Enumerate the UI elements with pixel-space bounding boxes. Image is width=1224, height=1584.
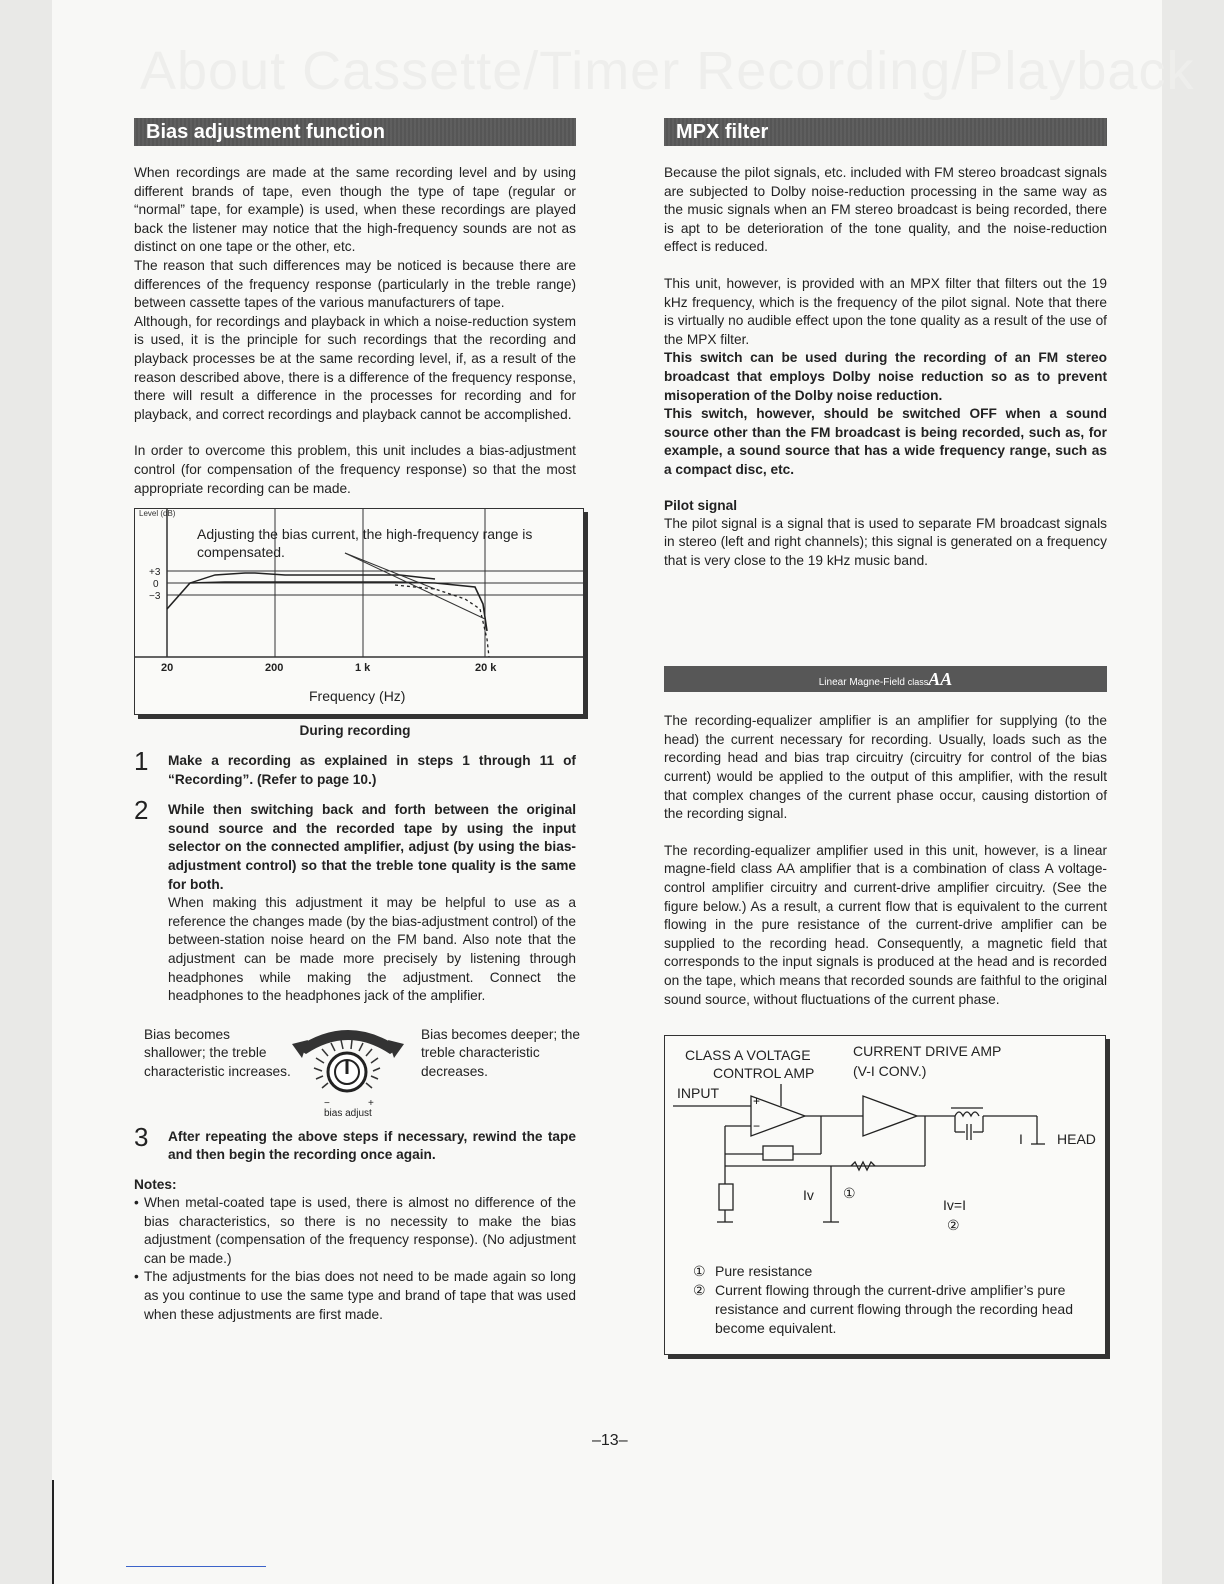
step-2-instruction: While then switching back and forth between the original sound source and the recorded tape by using the input selector on the connected amplifier, adjust (by using the bias-adjustment control) so that the treble tone quality is the same for both. xyxy=(168,802,576,892)
bias-paragraph-2: The reason that such differences may be noticed is because there are differences of the frequency response (particularly in the treble range) between cassette tapes of the various manufacturers of tape. xyxy=(134,257,576,311)
label-input: INPUT xyxy=(677,1085,719,1102)
page-edge-mark xyxy=(52,1480,54,1584)
bleed-through-title: About Cassette/Timer Recording/Playback xyxy=(140,41,1195,101)
step-3-text: After repeating the above steps if necessary, rewind the tape and then begin the recording once again. xyxy=(168,1128,576,1163)
xtick-200: 200 xyxy=(265,662,284,675)
step-2 xyxy=(134,795,576,1006)
xtick-20k: 20 k xyxy=(475,662,497,675)
step-3-number: 3 xyxy=(134,1121,149,1152)
label-mark-1: ① xyxy=(843,1185,856,1202)
xtick-1k: 1 k xyxy=(355,662,371,675)
bias-paragraph-1: When recordings are made at the same recording level and by using different brands of tape, even though the type of tape (regular or “normal” tape, for example) is used, when these recordings are played back the listener may notice that the high-frequency sounds are not as distinct on one tape or the other, etc. xyxy=(134,165,576,255)
mpx-paragraph-2: This unit, however, is provided with an MPX filter that filters out the 19 kHz frequency, which is the frequency of the pilot signal. Note that there is virtually no audible effect upon the tone quality as a result of the use of the MPX filter. xyxy=(664,275,1107,347)
label-class-a-1: CLASS A VOLTAGE xyxy=(685,1047,811,1064)
knob-minus-label: − xyxy=(324,1097,330,1109)
knob-plus-label: + xyxy=(368,1097,374,1109)
knob-left-caption: Bias becomes shallower; the treble characteristic increases. xyxy=(144,1026,291,1079)
left-column xyxy=(134,118,581,1324)
amplifier-circuit-diagram xyxy=(664,1035,1106,1355)
label-iv: Iv xyxy=(803,1187,814,1204)
response-curve-solid xyxy=(167,582,487,631)
label-current-i: I xyxy=(1019,1131,1023,1148)
ytick-minus3: −3 xyxy=(149,591,161,603)
frequency-response-graph xyxy=(134,508,584,715)
xtick-20: 20 xyxy=(161,662,174,675)
label-class-a-2: CONTROL AMP xyxy=(713,1065,815,1082)
label-current-drive-2: (V-I CONV.) xyxy=(853,1063,927,1080)
label-head: HEAD xyxy=(1057,1131,1096,1148)
knob-right-caption: Bias becomes deeper; the treble characteristic decreases. xyxy=(421,1026,581,1079)
response-curve-dashed xyxy=(395,585,489,657)
label-iv-equals-i: Iv=I xyxy=(943,1197,966,1214)
mpx-paragraph-3: This switch can be used during the recording of an FM stereo broadcast that employs Dolby noise reduction so as to prevent misoperation of the Dolby noise reduction. xyxy=(664,350,1107,403)
pilot-signal-text: The pilot signal is a signal that is used to separate FM broadcast signals in stereo (left and right channels); this signal is generated on a frequency that is very close to the 19 kHz music band. xyxy=(664,515,1107,568)
banner-text: Linear Magne-Field xyxy=(818,677,905,689)
page-number: –13– xyxy=(592,1432,628,1449)
legend-item-2-mark: ② xyxy=(693,1282,706,1299)
step-1 xyxy=(134,746,576,789)
step-2-number: 2 xyxy=(134,795,149,826)
knob-label: bias adjust xyxy=(324,1107,372,1118)
linear-magne-field-banner xyxy=(664,666,1107,692)
circuit-legend xyxy=(693,1262,1093,1338)
banner-aa: AA xyxy=(928,669,953,690)
graph-xlabel: Frequency (Hz) xyxy=(309,688,406,705)
right-column xyxy=(664,118,1107,1355)
section-heading-mpx: MPX filter xyxy=(664,118,1107,146)
banner-class-word: class xyxy=(907,677,929,688)
ytick-plus3: +3 xyxy=(149,567,161,579)
label-current-drive-1: CURRENT DRIVE AMP xyxy=(853,1043,1002,1060)
section-heading-bias: Bias adjustment function xyxy=(134,118,576,146)
bias-paragraph-4: In order to overcome this problem, this unit includes a bias-adjustment control (for compensation of the frequency response) so that the most appropriate recording can be made. xyxy=(134,443,576,496)
svg-text:−: − xyxy=(753,1119,761,1134)
bias-adjust-knob-icon xyxy=(288,1018,408,1118)
class-aa-paragraph-1: The recording-equalizer amplifier is an amplifier for supplying (to the head) the current necessary for recording. Usually, loads such as the recording head and bias trap circuitry (circuitry for control of the bias current) would be applied to the output of this amplifier, with the result that complex changes of the current phase occur, causing distortion of the recording signal. xyxy=(664,713,1107,822)
step-1-number: 1 xyxy=(134,746,149,777)
graph-ylabel: Level (dB) xyxy=(139,509,176,519)
note-1: • When metal-coated tape is used, there is almost no difference of the bias characteristics, so there is no necessity to make the bias adjustment (compensation of the frequency response). (No adjustment can be made.) xyxy=(134,1194,576,1268)
step-2-body: When making this adjustment it may be helpful to use as a reference the changes made (by the bias-adjustment control) of the between-station noise heard on the FM band. Also note that the adjustment can be made more precisely by listening through headphones while making the adjustment. Connect the headphones to the headphones jack of the amplifier. xyxy=(168,895,576,1004)
legend-item-2 xyxy=(693,1281,1093,1338)
legend-item-2-text: Current flowing through the current-drive amplifier’s pure resistance and current flowing through the recording head become equivalent. xyxy=(715,1282,1073,1337)
label-mark-2: ② xyxy=(947,1217,960,1234)
note-2: • The adjustments for the bias does not need to be made again so long as you continue to use the same type and brand of tape that was used when these adjustments are first made. xyxy=(134,1268,576,1324)
legend-item-1 xyxy=(693,1262,1093,1281)
ytick-0: 0 xyxy=(153,579,159,591)
mpx-paragraph-1: Because the pilot signals, etc. included with FM stereo broadcast signals are subjected to Dolby noise-reduction processing in the same way as the music signals when an FM stereo broadcast is being recorded, there is apt to be deterioration of the tone quality, and the noise-reduction effect is reduced. xyxy=(664,165,1107,255)
bias-paragraph-3: Although, for recordings and playback in which a noise-reduction system is used, it is the principle for such recordings that the recording and playback processes be at the same recording level, if, as a result of the reason described above, there is a difference of the frequency response, there will result a difference in the processes for recording and for playback, and correct recordings and playback cannot be accomplished. xyxy=(134,313,576,422)
step-1-text: Make a recording as explained in steps 1 through 11 of “Recording”. (Refer to page 10.) xyxy=(168,753,576,787)
notes-title: Notes: xyxy=(134,1177,177,1192)
legend-item-1-mark: ① xyxy=(693,1263,706,1280)
class-aa-paragraph-2: The recording-equalizer amplifier used in this unit, however, is a linear magne-field class AA amplifier that is a combination of class A voltage-control amplifier circuitry and current-drive amplifier circuitry. (See the figure below.) As a result, a current flow that is equivalent to the current flowing in the pure resistance of the current-drive amplifier can be supplied to the recording head. Consequently, a magnetic field that corresponds to the input signals is produced at the head and is recorded on the tape, which means that recorded sounds are faithful to the original sound source, without fluctuations of the current phase. xyxy=(664,842,1107,1007)
legend-item-1-text: Pure resistance xyxy=(715,1263,813,1280)
pilot-signal-title: Pilot signal xyxy=(664,497,738,513)
step-3 xyxy=(134,1121,576,1165)
scan-artifact-line xyxy=(126,1566,266,1567)
svg-text:+: + xyxy=(753,1094,761,1109)
mpx-paragraph-4: This switch, however, should be switched OFF when a sound source other than the FM broadcast is being recorded, such as, for example, a sound source that has a wide frequency range, such as a compact disc, etc. xyxy=(664,406,1107,477)
graph-annotation: Adjusting the bias current, the high-frequency range is compensated. xyxy=(197,526,533,561)
bias-knob-illustration xyxy=(134,1018,581,1118)
graph-caption: During recording xyxy=(299,723,411,739)
